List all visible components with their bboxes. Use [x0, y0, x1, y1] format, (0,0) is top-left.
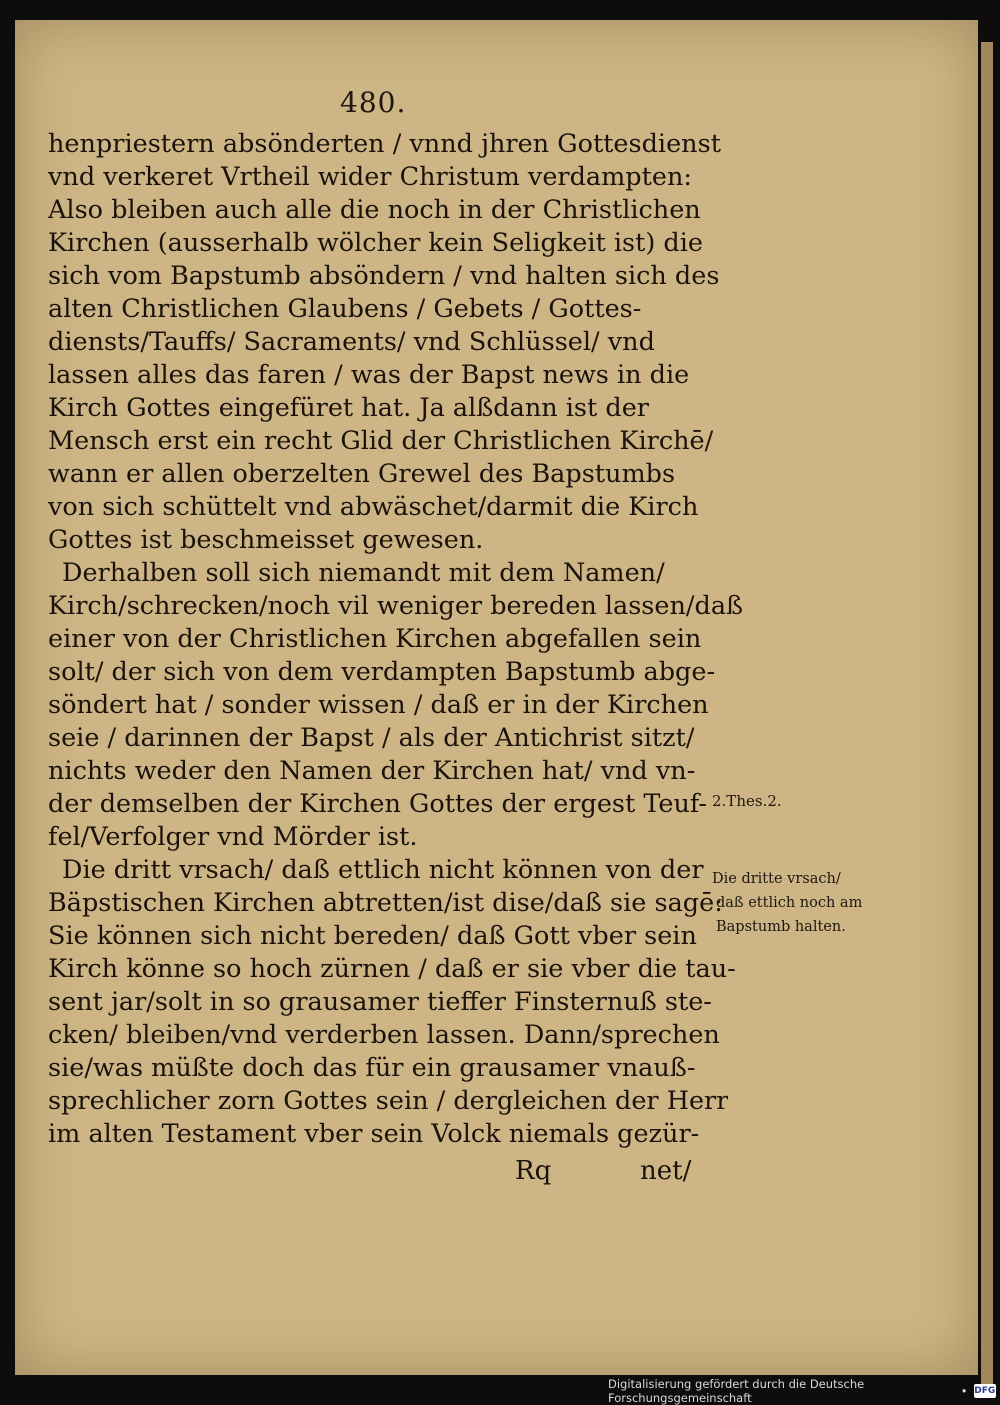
text-line: seie / darinnen der Bapst / als der Antichrist sitzt/ — [48, 723, 695, 753]
text-line: Kirch könne so hoch zürnen / daß er sie vber die tau- — [48, 954, 736, 984]
text-line: Kirch/schrecken/noch vil weniger bereden lassen/daß — [48, 591, 744, 621]
text-line: solt/ der sich von dem verdampten Bapstumb abge- — [48, 657, 716, 687]
text-line: der demselben der Kirchen Gottes der ergest Teuf- — [48, 789, 708, 819]
text-line: Sie können sich nicht bereden/ daß Gott vber sein — [48, 921, 697, 951]
text-line: fel/Verfolger vnd Mörder ist. — [48, 822, 418, 852]
text-line: alten Christlichen Glaubens / Gebets / Gottes- — [48, 294, 642, 324]
text-line: sprechlicher zorn Gottes sein / dergleichen der Herr — [48, 1086, 729, 1116]
dfg-logo-icon: DFG — [974, 1385, 996, 1396]
text-line: söndert hat / sonder wissen / daß er in der Kirchen — [48, 690, 709, 720]
margin-note-scripture-reference: 2.Thes.2. — [712, 792, 782, 810]
text-line: Derhalben soll sich niemandt mit dem Namen/ — [62, 558, 665, 588]
text-line: cken/ bleiben/vnd verderben lassen. Dann/sprechen — [48, 1020, 720, 1050]
text-line: einer von der Christlichen Kirchen abgefallen sein — [48, 624, 702, 654]
margin-note-line: Bapstumb halten. — [716, 919, 846, 935]
text-line: diensts/Tauffs/ Sacraments/ vnd Schlüssel/ vnd — [48, 327, 655, 357]
text-line: im alten Testament vber sein Volck niemals gezür- — [48, 1119, 700, 1149]
text-line: henpriestern absönderten / vnnd jhren Gottesdienst — [48, 129, 721, 159]
page-edge-shadow — [981, 42, 993, 1394]
margin-note-line: daß ettlich noch am — [716, 895, 863, 911]
page-number: 480. — [340, 86, 407, 119]
digitization-credit — [608, 1376, 1000, 1405]
catchword: net/ — [640, 1156, 692, 1186]
text-line: Mensch erst ein recht Glid der Christlichen Kirchē/ — [48, 426, 714, 456]
signature-mark: Rq — [515, 1156, 552, 1186]
text-line: Bäpstischen Kirchen abtretten/ist dise/daß sie sagē: — [48, 888, 723, 918]
text-line: nichts weder den Namen der Kirchen hat/ vnd vn- — [48, 756, 696, 786]
text-line: vnd verkeret Vrtheil wider Christum verdampten: — [48, 162, 692, 192]
text-line: sich vom Bapstumb absöndern / vnd halten sich des — [48, 261, 720, 291]
text-line: Gottes ist beschmeisset gewesen. — [48, 525, 484, 555]
text-line: Also bleiben auch alle die noch in der Christlichen — [48, 195, 701, 225]
margin-note-line: Die dritte vrsach/ — [712, 871, 841, 887]
text-line: sent jar/solt in so grausamer tieffer Finsternuß ste- — [48, 987, 712, 1017]
text-line: wann er allen oberzelten Grewel des Bapstumbs — [48, 459, 676, 489]
credit-separator: • — [960, 1383, 968, 1398]
text-line: Kirch Gottes eingefüret hat. Ja alßdann ist der — [48, 393, 649, 423]
text-line: von sich schüttelt vnd abwäschet/darmit die Kirch — [48, 492, 699, 522]
text-line: Kirchen (ausserhalb wölcher kein Seligkeit ist) die — [48, 228, 703, 258]
text-line: lassen alles das faren / was der Bapst news in die — [48, 360, 690, 390]
credit-text: Digitalisierung gefördert durch die Deutsche Forschungsgemeinschaft — [608, 1376, 865, 1405]
text-line: Die dritt vrsach/ daß ettlich nicht können von der — [62, 855, 704, 885]
text-line: sie/was müßte doch das für ein grausamer vnauß- — [48, 1053, 696, 1083]
